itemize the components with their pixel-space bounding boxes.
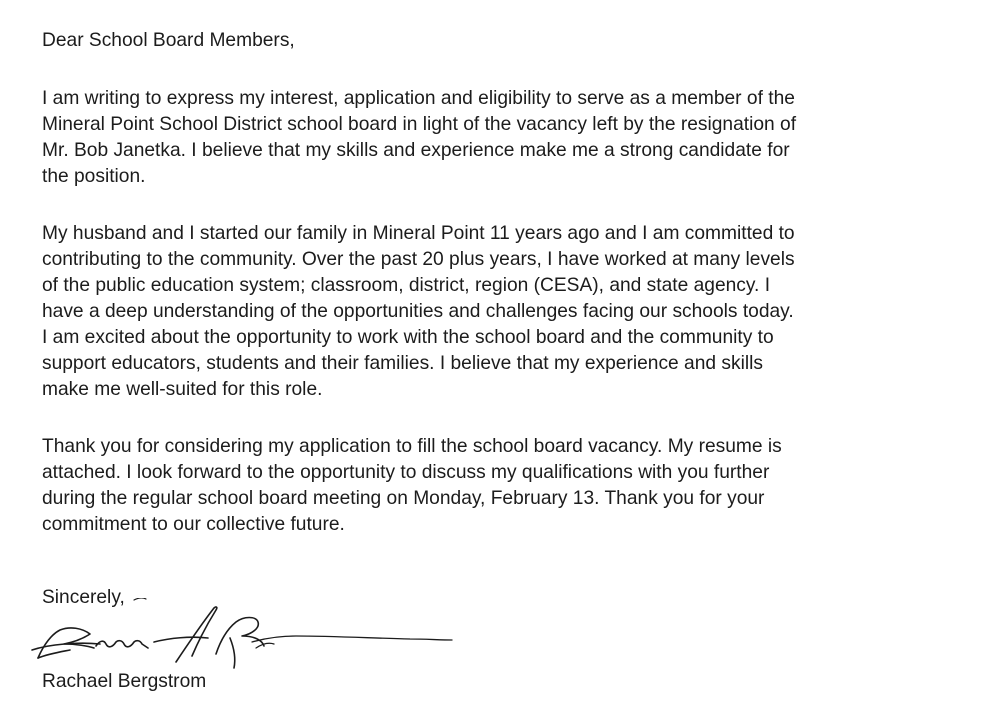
signer-name: Rachael Bergstrom [42,671,207,692]
paragraph-line: of the public education system; classroom, district, region (CESA), and state agency. I [42,275,771,296]
paragraph-line: commitment to our collective future. [42,514,345,535]
paragraph-line: attached. I look forward to the opportunity to discuss my qualifications with you further [42,462,770,483]
paragraph-line: Mr. Bob Janetka. I believe that my skills and experience make me a strong candidate for [42,140,790,161]
paragraph-line: My husband and I started our family in Mineral Point 11 years ago and I am committed to [42,223,795,244]
paragraph-line: I am writing to express my interest, application and eligibility to serve as a member of the [42,88,795,109]
paragraph-3 [42,434,992,538]
paragraph-line: Thank you for considering my application to fill the school board vacancy. My resume is [42,436,782,457]
salutation: Dear School Board Members, [42,30,295,51]
paragraph-line: contributing to the community. Over the past 20 plus years, I have worked at many levels [42,249,795,270]
paragraph-line: the position. [42,166,146,187]
paragraph-line: support educators, students and their families. I believe that my experience and skills [42,353,763,374]
paragraph-2 [42,221,992,403]
paragraph-line: have a deep understanding of the opportunities and challenges facing our schools today. [42,301,794,322]
handwritten-signature-icon [30,598,460,670]
paragraph-line: I am excited about the opportunity to work with the school board and the community to [42,327,774,348]
paragraph-1 [42,86,992,190]
closing: Sincerely, [42,587,125,608]
paragraph-line: during the regular school board meeting on Monday, February 13. Thank you for your [42,488,765,509]
paragraph-line: Mineral Point School District school board in light of the vacancy left by the resignation of [42,114,797,135]
paragraph-line: make me well-suited for this role. [42,379,323,400]
